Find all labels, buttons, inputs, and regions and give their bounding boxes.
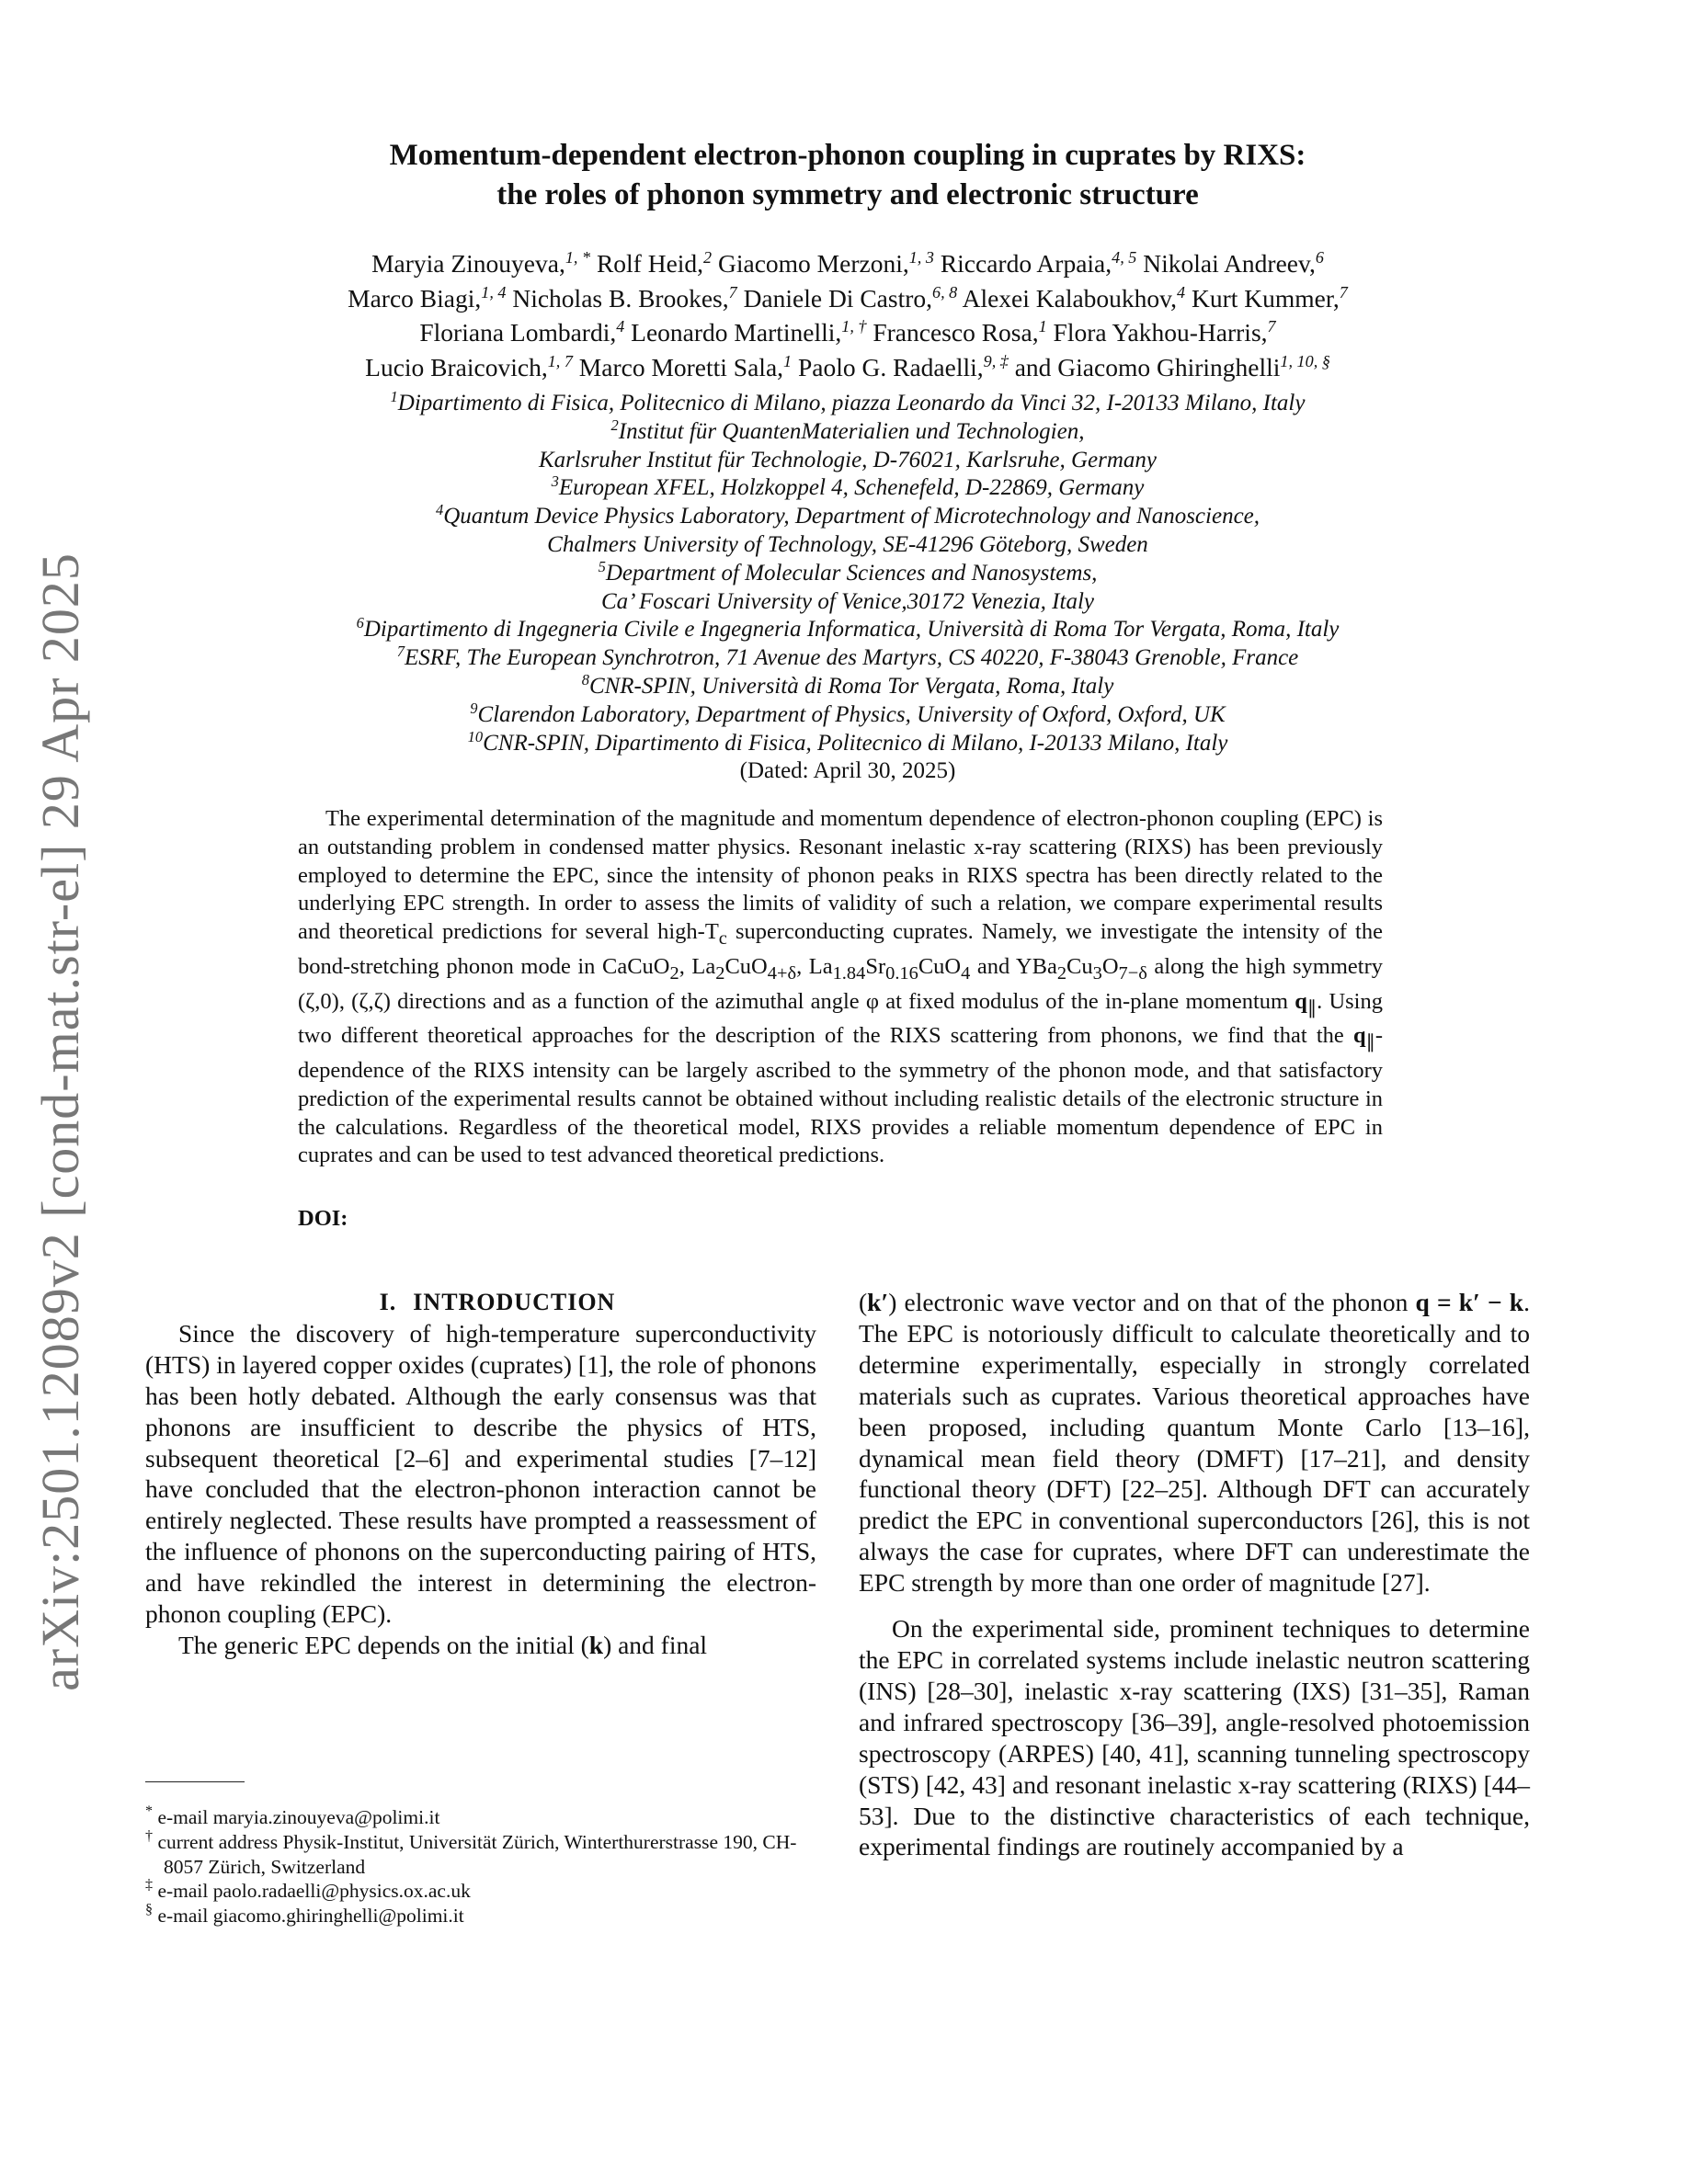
abstract: The experimental determination of the magnitude and momentum dependence of electron-phonon coupling (EPC) is an outstanding problem in condensed matter physics. Resonant inelastic x-ray scattering (RIXS) has been previously employed to determine the EPC, since the intensity of phonon peaks in RIXS spectra has been directly related to the underlying EPC strength. In order to assess the limits of validity of such a relation, we compare experimental results and theoretical predictions for several high-$T_c$ superconducting cuprates. Namely, we investigate the intensity of the bond-stretching phonon mode in CaCuO$_2$, $La_2CuO_{4+\delta}$, $La_{1.84}Sr_{0.16}CuO_4$ and $YBa_2Cu_3O_{7-\delta}$ along the high symmetry (ζ,0), (ζ,ζ) directions and as a function of the azimuthal angle φ at fixed modulus of the in-plane momentum $q_\parallel$. Using two different theoretical approaches for the description of the RIXS scattering from phonons, we find that the $q_\parallel$-dependence of the RIXS intensity can be largely ascribed to the symmetry of the phonon mode, and that satisfactory prediction of the experimental results cannot be obtained without including realistic details of the electronic structure in the calculations. Regardless of the theoretical model, RIXS provides a reliable momentum dependence of EPC in cuprates and can be used to test advanced theoretical predictions. bbox=[298, 806, 1384, 1168]
affiliation: $^6$Dipartimento di Ingegneria Civile e Ingegneria Informatica, Università di Roma Tor Vergata, Roma, Italy bbox=[356, 614, 1340, 643]
author: Alexei Kalaboukhov,$^4$ bbox=[962, 282, 1186, 313]
footnote: § e-mail giacomo.ghiringhelli@polimi.it bbox=[145, 1902, 464, 1928]
affiliation: $^1$Dipartimento di Fisica, Politecnico di Milano, piazza Leonardo da Vinci 32, I-20133 Milano, Italy bbox=[390, 387, 1306, 415]
arxiv-id-text: arXiv:2501.12089v2 [cond-mat.str-el] 29 Apr 2025 bbox=[29, 552, 90, 1691]
author: Giacomo Merzoni,$^{1, 3}$ bbox=[718, 248, 934, 278]
affiliation: $^9$Clarendon Laboratory, Department of Physics, University of Oxford, Oxford, UK bbox=[470, 699, 1226, 727]
footnote-rule bbox=[145, 1781, 245, 1782]
affiliation: $^4$Quantum Device Physics Laboratory, Department of Microtechnology and Nanoscience, bbox=[435, 501, 1260, 529]
author: Floriana Lombardi,$^4$ bbox=[419, 317, 625, 347]
footnote: * e-mail maryia.zinouyeva@polimi.it bbox=[145, 1803, 440, 1828]
affiliation: $^7$ESRF, The European Synchrotron, 71 Avenue des Martyrs, CS 40220, F-38043 Grenoble, France bbox=[396, 643, 1299, 671]
intro-paragraph-3: On the experimental side, prominent techniques to determine the EPC in correlated systems include inelastic neutron scattering (INS) [28–30], inelastic x-ray scattering (IXS) [31–35], Raman and infrared spectroscopy [36–39], angle-resolved photoemission spectroscopy (ARPES) [40, 41], scanning tunneling spectroscopy (STS) [42, 43] and resonant inelastic x-ray scattering (RIXS) [44–53]. Due to the distinctive characteristics of each technique, experimental findings are routinely accompanied by a bbox=[859, 1614, 1530, 1861]
paper-title bbox=[221, 136, 1475, 215]
affiliation-list bbox=[202, 387, 1493, 786]
author: Riccardo Arpaia,$^{4, 5}$ bbox=[940, 248, 1137, 278]
footnotes bbox=[145, 1805, 816, 1928]
author: Rolf Heid,$^2$ bbox=[596, 248, 713, 278]
affiliation: $^{10}$CNR-SPIN, Dipartimento di Fisica, Politecnico di Milano, I-20133 Milano, Italy bbox=[467, 727, 1228, 756]
author-list bbox=[221, 246, 1475, 384]
author: Paolo G. Radaelli,$^{9, \ddagger}$ bbox=[797, 351, 1009, 381]
author: Kurt Kummer,$^7$ bbox=[1191, 282, 1348, 313]
right-column bbox=[859, 1287, 1530, 1862]
author: Flora Yakhou-Harris,$^7$ bbox=[1053, 317, 1276, 347]
affiliation: $^5$Department of Molecular Sciences and Nanosystems, bbox=[598, 557, 1098, 586]
affiliation: Chalmers University of Technology, SE-41296 Göteborg, Sweden bbox=[547, 531, 1148, 557]
affiliation: Ca’ Foscari University of Venice,30172 Venezia, Italy bbox=[601, 588, 1094, 614]
intro-paragraph-2-continued: (k′) electronic wave vector and on that of the phonon q = k′ − k. The EPC is notoriously difficult to calculate theoretically and to determine experimentally, especially in strongly correlated materials such as cuprates. Various theoretical approaches have been proposed, including quantum Monte Carlo [13–16], dynamical mean field theory (DMFT) [17–21], and density functional theory (DFT) [22–25]. Although DFT can accurately predict the EPC in conventional superconductors [26], this is not always the case for cuprates, where DFT can underestimate the EPC strength by more than one order of magnitude [27]. bbox=[859, 1288, 1530, 1598]
author: Nikolai Andreev,$^6$ bbox=[1143, 248, 1324, 278]
author: Marco Moretti Sala,$^1$ bbox=[578, 351, 793, 381]
affiliation: Karlsruher Institut für Technologie, D-76021, Karlsruhe, Germany bbox=[539, 447, 1157, 472]
title-line-1: Momentum-dependent electron-phonon coupling in cuprates by RIXS: bbox=[389, 139, 1306, 172]
affiliation: $^8$CNR-SPIN, Università di Roma Tor Vergata, Roma, Italy bbox=[581, 670, 1114, 699]
intro-paragraph-2: The generic EPC depends on the initial (k) and final bbox=[178, 1630, 708, 1659]
footnote: † current address Physik-Institut, Universität Zürich, Winterthurerstrasse 190, CH-8057 Zürich, Switzerland bbox=[145, 1827, 797, 1878]
affiliation: $^3$European XFEL, Holzkoppel 4, Schenefeld, D-22869, Germany bbox=[551, 472, 1145, 501]
author: Maryia Zinouyeva,$^{1, *}$ bbox=[371, 248, 591, 278]
doi-label: DOI: bbox=[298, 1206, 348, 1231]
dated-line: (Dated: April 30, 2025) bbox=[739, 758, 956, 784]
affiliation: $^2$Institut für QuantenMaterialien und Technologien, bbox=[610, 415, 1085, 444]
footnote: ‡ e-mail paolo.radaelli@physics.ox.ac.uk bbox=[145, 1877, 471, 1903]
author: Nicholas B. Brookes,$^7$ bbox=[512, 282, 737, 313]
arxiv-side-identifier bbox=[18, 515, 101, 1728]
left-column bbox=[145, 1287, 816, 1661]
author: Francesco Rosa,$^1$ bbox=[873, 317, 1047, 347]
title-line-2: the roles of phonon symmetry and electronic structure bbox=[496, 178, 1199, 211]
author: and Giacomo Ghiringhelli$^{1, 10, \S}$ bbox=[1014, 351, 1330, 381]
author: Daniele Di Castro,$^{6, 8}$ bbox=[743, 282, 958, 313]
author: Lucio Braicovich,$^{1, 7}$ bbox=[365, 351, 573, 381]
intro-paragraph-1: Since the discovery of high-temperature superconductivity (HTS) in layered copper oxides (cuprates) [1], the role of phonons has been hotly debated. Although the early consensus was that phonons are insufficient to describe the physics of HTS, subsequent theoretical [2–6] and experimental studies [7–12] have concluded that the electron-phonon interaction cannot be entirely neglected. These results have prompted a reassessment of the influence of phonons on the superconducting pairing of HTS, and have rekindled the interest in determining the electron-phonon coupling (EPC). bbox=[145, 1318, 816, 1629]
section-heading: I. INTRODUCTION bbox=[379, 1289, 616, 1315]
author: Leonardo Martinelli,$^{1, \dagger}$ bbox=[631, 317, 867, 347]
author: Marco Biagi,$^{1, 4}$ bbox=[348, 282, 507, 313]
